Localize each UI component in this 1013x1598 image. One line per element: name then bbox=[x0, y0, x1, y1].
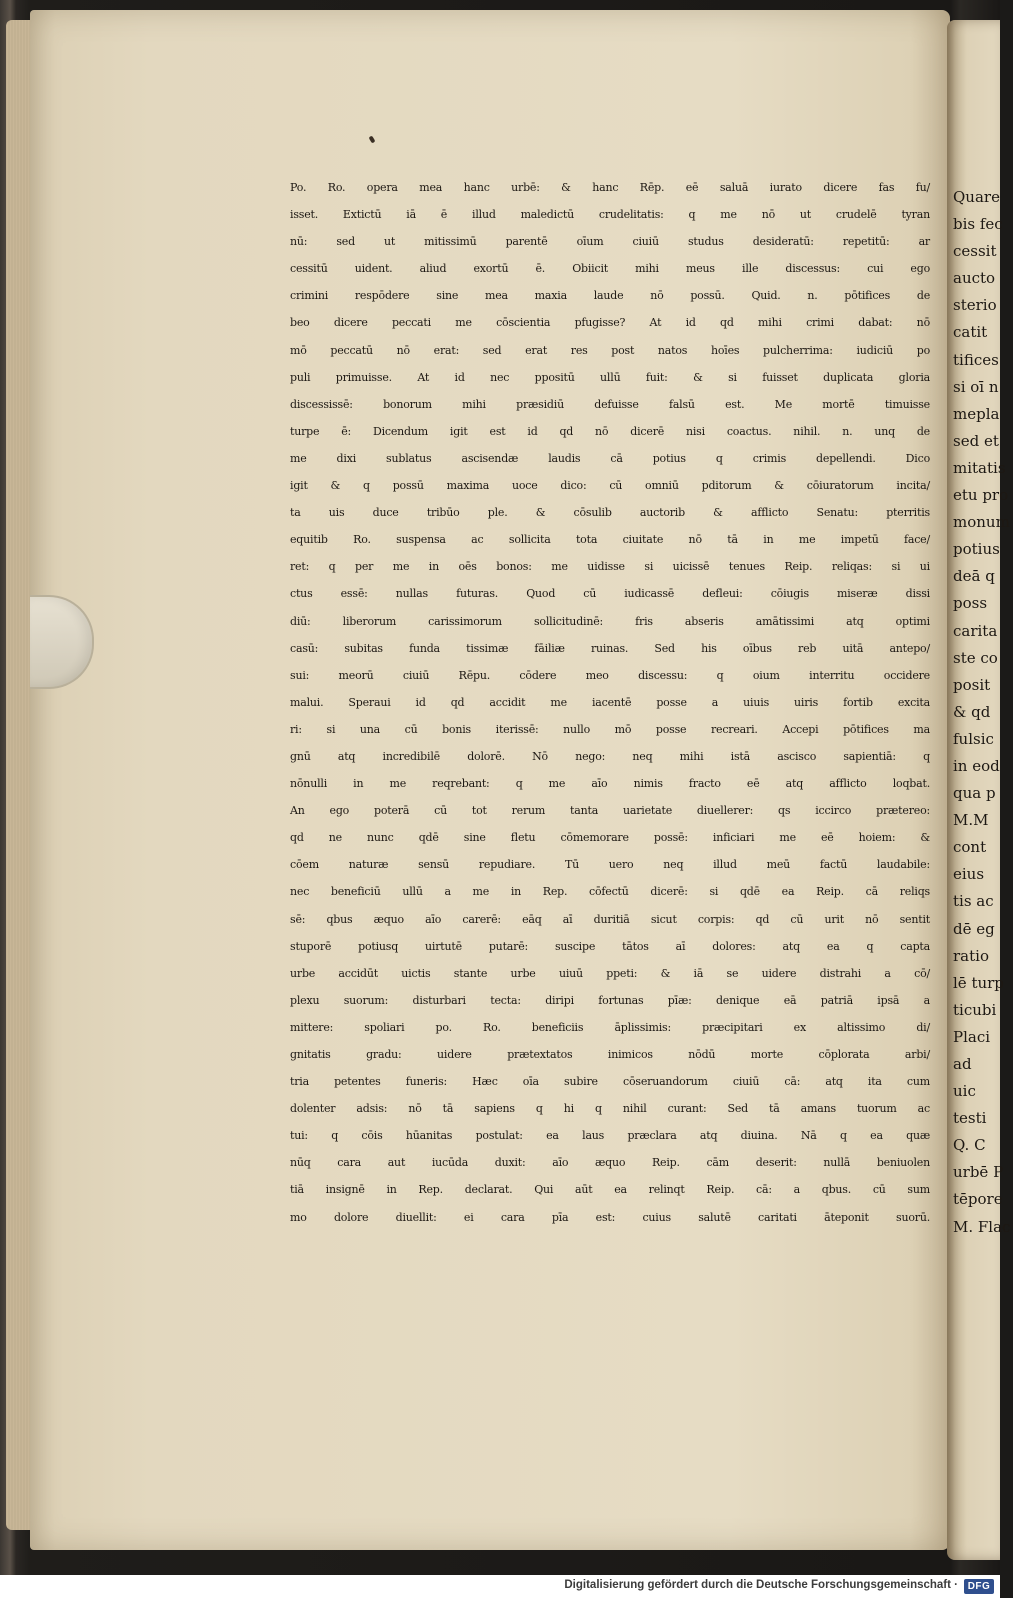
text-line: dolenter adsis: nō tā sapiens q hi q nihil curant: Sed tā amans tuorum ac bbox=[290, 1102, 930, 1116]
facing-text-line: monum bbox=[953, 513, 1010, 532]
facing-text-line: cessit bbox=[953, 242, 997, 261]
facing-text-line: etu pro bbox=[953, 486, 1009, 505]
facing-text-line: M.M bbox=[953, 811, 989, 830]
facing-text-line: deā q bbox=[953, 567, 995, 586]
facing-text-line: mepla bbox=[953, 404, 1000, 423]
facing-text-line: Quare bbox=[953, 188, 1000, 206]
facing-text-line: cont bbox=[953, 838, 987, 857]
funding-credit: Digitalisierung gefördert durch die Deutsche Forschungsgemeinschaft · bbox=[564, 1579, 958, 1591]
text-line: Po. Ro. opera mea hanc urbē: & hanc Rēp. eē saluā iurato dicere fas fu/ bbox=[290, 181, 930, 194]
text-line: sē: qbus æquo aīo carerē: eāq aī duritiā sicut corpis: qd cū urit nō sentit bbox=[290, 912, 930, 926]
text-line: mo dolore diuellit: ei cara pīa est: cuius salutē caritati āteponit suorū. bbox=[290, 1210, 930, 1224]
text-line: beo dicere peccati me cōscientia pfugisse? At id qd mihi crimi dabat: nō bbox=[290, 316, 930, 330]
facing-text-line: aucto bbox=[953, 269, 996, 288]
text-line: tui: q cōis hūanitas postulat: ea laus præclara atq diuina. Nā q ea quæ bbox=[290, 1129, 930, 1143]
facing-text-line: sterio bbox=[953, 296, 997, 315]
text-line: plexu suorum: disturbari tecta: diripi fortunas pīæ: denique eā patriā ipsā a bbox=[290, 993, 930, 1007]
text-line: stuporē potiusq uirtutē putarē: suscipe tātos aī dolores: atq ea q capta bbox=[290, 939, 930, 953]
text-line: tiā insignē in Rep. declarat. Qui aūt ea relinqt Reip. cā: a qbus. cū sum bbox=[290, 1183, 930, 1197]
text-line: mittere: spoliari po. Ro. beneficiis āplissimis: præcipitari ex altissimo di/ bbox=[290, 1020, 930, 1034]
text-line: crimini respōdere sine mea maxia laude nō possū. Quid. n. pōtifices de bbox=[290, 289, 930, 303]
facing-text-line: ste co bbox=[953, 648, 998, 667]
text-line: qd ne nunc qdē sine fletu cōmemorare possē: inficiari me eē hoiem: & bbox=[290, 831, 930, 845]
text-line: ret: q per me in oēs bonos: me uidisse si uicissē tenues Reip. reliqas: si ui bbox=[290, 560, 930, 574]
text-line: isset. Extictū iā ē illud maledictū crudelitatis: q me nō ut crudelē tyran bbox=[290, 208, 930, 222]
text-line: gnitatis gradu: uidere prætextatos inimicos nōdū morte cōplorata arbi/ bbox=[290, 1048, 930, 1061]
text-line: nū: sed ut mitissimū parentē oīum ciuiū studus desideratū: repetitū: ar bbox=[290, 235, 930, 249]
facing-text-line: Placi bbox=[953, 1027, 991, 1046]
facing-text-line: dē eg bbox=[953, 919, 995, 938]
text-line: ri: si una cū bonis iterissē: nullo mō posse recreari. Accepi pōtifices ma bbox=[290, 722, 930, 736]
facing-text-line: lē turp bbox=[953, 973, 1004, 992]
text-line: mō peccatū nō erat: sed erat res post natos hoīes pulcherrima: iudiciū po bbox=[290, 343, 930, 357]
facing-page-text bbox=[953, 184, 1013, 1241]
facing-text-line: qua p bbox=[953, 784, 996, 803]
facing-text-line: & qd bbox=[953, 702, 991, 721]
text-line: nōnulli in me reqrebant: q me aīo nimis fracto eē atq afflicto loqbat. bbox=[290, 777, 930, 791]
facing-text-line: carita bbox=[953, 621, 998, 640]
facing-text-line: bis fec bbox=[953, 215, 1003, 234]
facing-text-line: eius bbox=[953, 865, 985, 884]
facing-text-line: Q. C bbox=[953, 1136, 986, 1155]
text-line: diū: liberorum carissimorum sollicitudinē: fris abseris amātissimi atq optimi bbox=[290, 614, 930, 628]
text-line: cōem naturæ sensū repudiare. Tū uero neq illud meū factū laudabile: bbox=[290, 858, 930, 872]
text-line: casū: subitas funda tissimæ fāiliæ ruinas. Sed his oībus reb uitā antepo/ bbox=[290, 641, 930, 655]
facing-text-line: testi bbox=[953, 1109, 987, 1128]
text-line: equitib Ro. suspensa ac sollicita tota ciuitate nō tā in me impetū face/ bbox=[290, 533, 930, 547]
text-line: ctus essē: nullas futuras. Quod cū iudicassē defleui: cōiugis miseræ dissi bbox=[290, 587, 930, 601]
main-text-block bbox=[290, 174, 930, 1231]
facing-text-line: catit bbox=[953, 323, 988, 342]
text-line: discessissē: bonorum mihi præsidiū defuisse falsū est. Me mortē timuisse bbox=[290, 397, 930, 411]
facing-text-line: urbē P bbox=[953, 1163, 1004, 1182]
text-line: ta uis duce tribūo ple. & cōsulib auctorib & afflicto Senatu: pterritis bbox=[290, 506, 930, 520]
text-line: puli primuisse. At id nec ppositū ullū fuit: & si fuisset duplicata gloria bbox=[290, 370, 930, 384]
text-line: igit & q possū maxima uoce dico: cū omniū pditorum & cōiuratorum incita/ bbox=[290, 479, 930, 493]
text-line: malui. Speraui id qd accidit me iacentē posse a uiuis uiris fortib excita bbox=[290, 695, 930, 709]
facing-text-line: in eod bbox=[953, 756, 1000, 775]
text-line: nec beneficiū ullū a me in Rep. cōfectū dicerē: si qdē ea Reip. cā reliqs bbox=[290, 885, 930, 899]
facing-text-line: sed et bbox=[953, 431, 999, 450]
text-line: urbe accidūt uictis stante urbe uiuū ppeti: & iā se uidere distrahi a cō/ bbox=[290, 966, 930, 980]
facing-text-line: ticubi bbox=[953, 1000, 997, 1019]
text-line: gnū atq incredibilē dolorē. Nō nego: neq mihi istā ascisco sapientiā: q bbox=[290, 749, 930, 763]
facing-text-line: si oī n bbox=[953, 377, 999, 396]
ink-mark bbox=[369, 135, 376, 143]
text-line: An ego poterā cū tot rerum tanta uarietate diuellerer: qs iccirco prætereo: bbox=[290, 804, 930, 818]
facing-text-line: M. Flac bbox=[953, 1217, 1011, 1236]
facing-text-line: tifices bbox=[953, 350, 999, 369]
dfg-logo: DFG bbox=[964, 1579, 994, 1594]
text-line: sui: meorū ciuiū Rēpu. cōdere meo discessu: q oium interritu occidere bbox=[290, 668, 930, 682]
facing-text-line: potius bbox=[953, 540, 1000, 559]
ribbon-bookmark bbox=[30, 595, 94, 689]
facing-text-line: tis ac bbox=[953, 892, 994, 911]
facing-text-line: fulsic bbox=[953, 729, 994, 748]
facing-text-line: ad bbox=[953, 1055, 972, 1073]
facing-text-line: uic bbox=[953, 1082, 976, 1101]
facing-text-line: mitatis bbox=[953, 458, 1006, 477]
footer-bar bbox=[0, 1575, 1000, 1598]
text-line: tria petentes funeris: Hæc oīa subire cōseruandorum ciuiū cā: atq ita cum bbox=[290, 1075, 930, 1089]
facing-text-line: posit bbox=[953, 675, 991, 694]
facing-text-line: tēpore bbox=[953, 1190, 1003, 1209]
text-line: cessitū uident. aliud exortū ē. Obiicit mihi meus ille discessus: cui ego bbox=[290, 262, 930, 276]
facing-text-line: ratio bbox=[953, 946, 989, 965]
text-line: turpe ē: Dicendum igit est id qd nō dicerē nisi coactus. nihil. n. unq de bbox=[290, 424, 930, 438]
text-line: nūq cara aut iucūda duxit: aīo æquo Reip. cām deserit: nullā beniuolen bbox=[290, 1156, 930, 1170]
text-line: me dixi sublatus ascisendæ laudis cā potius q crimis depellendi. Dico bbox=[290, 451, 930, 465]
facing-page bbox=[947, 20, 1011, 1560]
facing-text-line: poss bbox=[953, 594, 988, 613]
